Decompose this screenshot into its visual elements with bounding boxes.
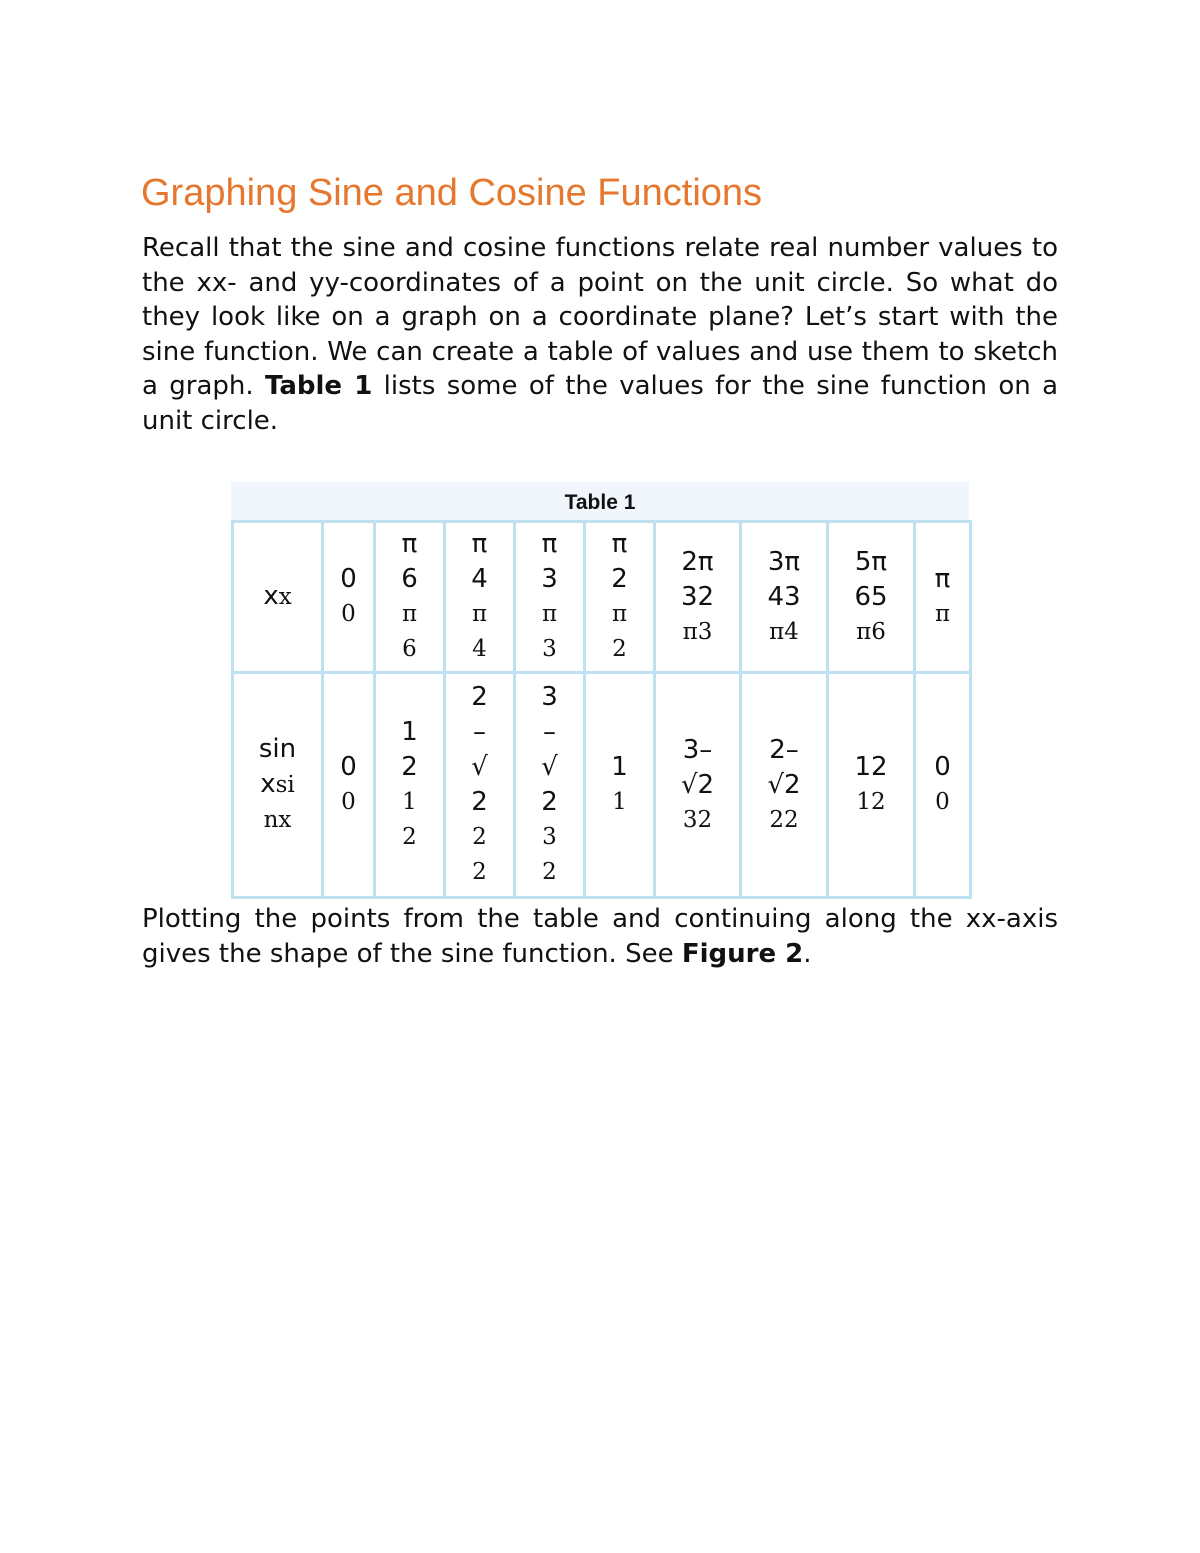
cell-value: 43 <box>767 581 801 612</box>
cell-alt-value: π3 <box>682 618 713 645</box>
cell-alt-value: 12 <box>856 789 886 815</box>
cell-alt-value: 2 <box>472 859 487 885</box>
row2-cell <box>741 673 828 898</box>
cell-value: 1 <box>401 717 418 747</box>
cell-alt-value: 6 <box>402 636 417 662</box>
x-label-serif: x <box>278 584 292 610</box>
cell-alt-value: 2 <box>612 636 627 662</box>
cell-value: √2 <box>680 769 715 800</box>
cell-alt-value: 2 <box>402 824 417 850</box>
cell-alt-value: 2 <box>542 859 557 885</box>
cell-alt-value: π <box>471 601 488 627</box>
x-row-header <box>233 522 323 673</box>
cell-alt-value: 22 <box>769 806 799 833</box>
cell-alt-value: 0 <box>341 601 356 627</box>
cell-alt-value: 2 <box>472 824 487 850</box>
row2-cell <box>655 673 741 898</box>
cell-value: 6 <box>401 564 418 594</box>
cell-alt-value: π4 <box>769 618 799 645</box>
cell-value: 65 <box>854 581 888 612</box>
sin-label: sin <box>258 734 297 764</box>
x-label-sans: x <box>263 581 279 611</box>
cell-value: 32 <box>680 581 715 612</box>
cell-value: 3 <box>541 564 558 594</box>
cell-alt-value: π <box>541 601 558 627</box>
row1-cell <box>323 522 375 673</box>
cell-value: 4 <box>471 564 488 594</box>
cell-alt-value: 0 <box>935 789 950 815</box>
page-title: Graphing Sine and Cosine Functions <box>141 172 763 214</box>
cell-value: 3π <box>767 546 801 577</box>
cell-value: 1 <box>611 752 628 782</box>
row2-cell <box>585 673 655 898</box>
table-caption: Table 1 <box>231 482 969 520</box>
cell-value: 3– <box>682 734 713 765</box>
cell-value: 0 <box>340 752 357 782</box>
cell-alt-value: 1 <box>612 789 627 815</box>
cell-value: π <box>471 529 488 559</box>
cell-value: 2– <box>769 734 799 765</box>
cell-alt-value: π <box>401 601 418 627</box>
row2-cell <box>828 673 915 898</box>
row2-cell <box>445 673 515 898</box>
row2-cell <box>915 673 971 898</box>
cell-alt-value: 4 <box>472 636 487 662</box>
cell-value: – <box>473 717 486 747</box>
row1-cell <box>515 522 585 673</box>
cell-value: – <box>543 717 556 747</box>
sin-row-header <box>233 673 323 898</box>
x-row <box>233 522 971 673</box>
table-reference[interactable]: Table 1 <box>264 371 373 401</box>
cell-value: 2 <box>611 564 628 594</box>
row2-cell <box>515 673 585 898</box>
cell-alt-value: 3 <box>542 636 557 662</box>
figure-reference[interactable]: Figure 2 <box>681 938 804 969</box>
cell-value: √ <box>541 752 558 782</box>
cell-alt-value: π <box>611 601 628 627</box>
cell-alt-value: π <box>934 601 951 627</box>
row1-cell <box>915 522 971 673</box>
cell-value: 2 <box>471 787 488 817</box>
cell-alt-value: 0 <box>341 789 356 815</box>
cell-value: 12 <box>854 752 888 782</box>
cell-value: 2 <box>541 787 558 817</box>
row1-cell <box>585 522 655 673</box>
cell-value: √ <box>471 752 488 782</box>
row1-cell <box>445 522 515 673</box>
cell-value: π <box>934 564 951 594</box>
row2-cell <box>375 673 445 898</box>
cell-alt-value: 1 <box>402 789 417 815</box>
cell-value: 5π <box>854 546 888 577</box>
intro-text-1: Recall that the sine and cosine functions relate real number values to the xx- and yy-coordinates of a point on the unit circle. So what do they look like on a graph on a coordinate plane? Let’s start with the sine function. We can create a table of values and use them to sketch a graph. <box>142 233 1058 401</box>
closing-paragraph <box>142 902 1058 971</box>
intro-text-2: lists some of the values for the sine function on a unit circle. <box>142 371 1058 436</box>
cell-alt-value: π6 <box>856 618 886 645</box>
cell-value: 2π <box>681 546 714 577</box>
row1-cell <box>741 522 828 673</box>
cell-value: π <box>611 529 628 559</box>
cell-value: 0 <box>934 752 951 782</box>
row1-cell <box>655 522 741 673</box>
sine-values-table <box>231 482 969 899</box>
sin-nx-serif: nx <box>263 807 292 833</box>
closing-text-1: Plotting the points from the table and continuing along the xx-axis gives the shape of the sine function. See <box>142 904 1058 969</box>
cell-value: 2 <box>471 682 488 712</box>
row1-cell <box>828 522 915 673</box>
intro-paragraph <box>142 231 1058 438</box>
closing-text-2: . <box>803 938 812 969</box>
cell-value: 2 <box>401 752 418 782</box>
cell-alt-value: 3 <box>542 824 557 850</box>
row1-cell <box>375 522 445 673</box>
cell-value: √2 <box>767 769 801 800</box>
cell-value: 3 <box>541 682 558 712</box>
row2-cell <box>323 673 375 898</box>
sin-x-sans: x <box>260 769 276 799</box>
sin-si-serif: si <box>275 772 295 798</box>
cell-value: π <box>401 529 418 559</box>
cell-alt-value: 32 <box>682 806 713 833</box>
cell-value: 0 <box>340 564 357 594</box>
sin-row <box>233 673 971 898</box>
cell-value: π <box>541 529 558 559</box>
